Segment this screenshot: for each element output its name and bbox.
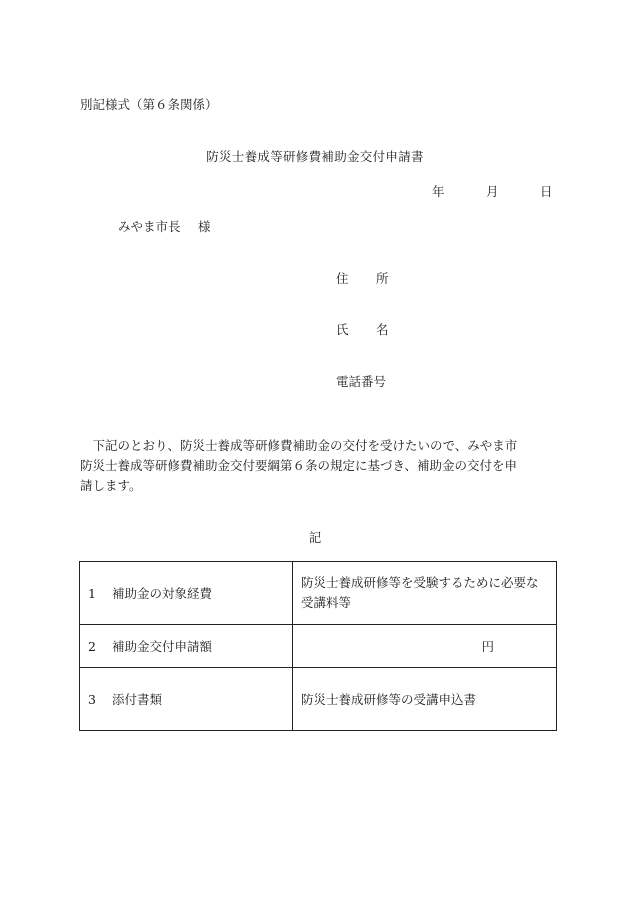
table-row-value	[293, 562, 557, 625]
row-number: 2	[88, 639, 96, 654]
document-title: 防災士養成等研修費補助金交付申請書	[206, 149, 424, 164]
name-label-char-2: 名	[376, 322, 389, 337]
row-value-line-2: 受講料等	[301, 595, 352, 610]
row-label-text: 補助金交付申請額	[112, 639, 213, 654]
addressee-name: みやま市長	[118, 219, 181, 234]
row-value-line-1: 防災士養成研修等を受験するために必要な	[301, 575, 539, 590]
table-row	[80, 668, 557, 731]
row-number: 3	[88, 692, 96, 707]
date-day-label: 日	[540, 184, 553, 199]
applicant-name-label	[336, 320, 389, 338]
body-line-1: 下記のとおり、防災士養成等研修費補助金の交付を受けたいので、みやま市	[80, 438, 518, 453]
table-row-label	[80, 562, 293, 625]
body-line-3: 請します。	[80, 478, 142, 493]
applicant-address-label	[336, 269, 389, 287]
table-row-value: 防災士養成研修等の受講申込書	[293, 668, 557, 731]
form-reference: 別記様式（第６条関係）	[80, 97, 218, 112]
table-row	[80, 625, 557, 668]
table-row	[80, 562, 557, 625]
body-line-2: 防災士養成等研修費補助金交付要綱第６条の規定に基づき、補助金の交付を申	[80, 458, 518, 473]
details-table	[79, 561, 557, 731]
application-body-text	[80, 436, 554, 496]
address-label-char-2: 所	[376, 271, 389, 286]
date-year-label: 年	[432, 184, 445, 199]
date-month-label: 月	[486, 184, 499, 199]
table-row-label	[80, 625, 293, 668]
table-row-label	[80, 668, 293, 731]
name-label-char-1: 氏	[336, 322, 349, 337]
ki-heading: 記	[308, 530, 322, 545]
addressee-honorific: 様	[198, 219, 211, 234]
applicant-phone-label: 電話番号	[336, 374, 387, 389]
row-label-text: 添付書類	[112, 692, 163, 707]
address-label-char-1: 住	[336, 271, 349, 286]
row-number: 1	[88, 586, 96, 601]
row-label-text: 補助金の対象経費	[112, 586, 213, 601]
amount-field[interactable]: 円	[293, 625, 557, 668]
